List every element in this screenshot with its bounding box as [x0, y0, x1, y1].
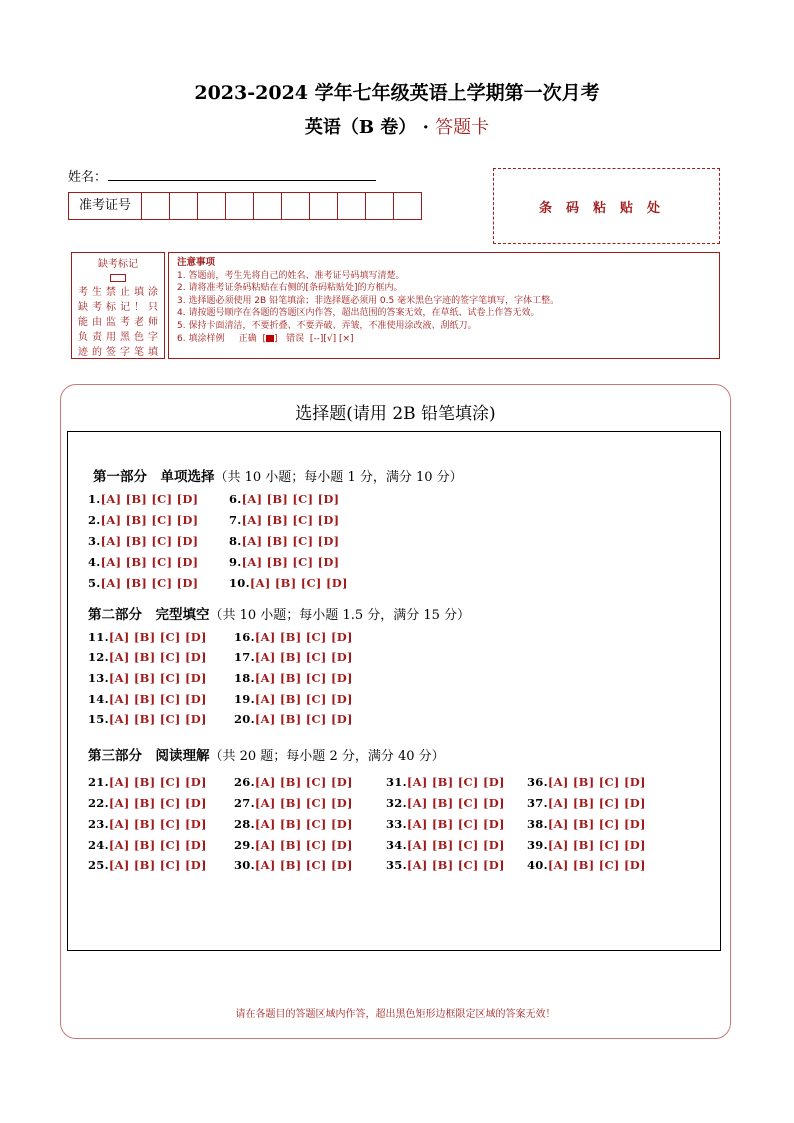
question-number: 22.	[88, 796, 109, 810]
question-32	[386, 796, 505, 810]
question-number: 17.	[234, 650, 255, 664]
wrong-marks: [--][√] [×]	[309, 333, 354, 344]
question-19	[234, 692, 353, 706]
question-number: 19.	[234, 692, 255, 706]
question-36	[527, 775, 646, 789]
answer-options[interactable]: [A] [B] [C] [D]	[241, 492, 340, 506]
absent-checkbox[interactable]	[110, 274, 126, 282]
answer-options[interactable]: [A] [B] [C] [D]	[406, 858, 505, 872]
answer-options[interactable]: [A] [B] [C] [D]	[249, 576, 348, 590]
question-38	[527, 817, 646, 831]
subtitle-tail: 答题卡	[435, 117, 490, 138]
question-27	[234, 796, 353, 810]
question-number: 10.	[229, 576, 250, 590]
question-number: 34.	[386, 838, 407, 852]
question-6	[229, 492, 339, 506]
question-number: 28.	[234, 817, 255, 831]
name-field[interactable]	[108, 180, 376, 181]
question-number: 18.	[234, 671, 255, 685]
answer-options[interactable]: [A] [B] [C] [D]	[254, 712, 353, 726]
section-2-rule: （共 10 小题；每小题 1.5 分，满分 15 分）	[209, 608, 471, 623]
answer-options[interactable]: [A] [B] [C] [D]	[254, 650, 353, 664]
question-number: 29.	[234, 838, 255, 852]
filled-mark-icon	[266, 335, 274, 342]
name-label: 姓名：	[68, 170, 108, 185]
exam-id-cell[interactable]	[338, 193, 366, 219]
exam-id-label: 准考证号	[69, 193, 142, 219]
question-13	[88, 671, 207, 685]
exam-id-cell[interactable]	[254, 193, 282, 219]
answer-options[interactable]: [A] [B] [C] [D]	[108, 858, 207, 872]
section-3-heading: 第三部分 阅读理解	[88, 748, 210, 764]
wrong-label: 错误	[286, 333, 305, 344]
choice-section-title: 选择题(请用 2B 铅笔填涂)	[295, 404, 496, 424]
question-5	[88, 576, 198, 590]
question-31	[386, 775, 505, 789]
answer-options[interactable]: [A] [B] [C] [D]	[406, 838, 505, 852]
exam-id-cell[interactable]	[366, 193, 394, 219]
question-8	[229, 534, 339, 548]
question-number: 33.	[386, 817, 407, 831]
question-number: 3.	[88, 534, 101, 548]
question-40	[527, 858, 646, 872]
sample-label: 6. 填涂样例	[177, 333, 225, 344]
question-number: 9.	[229, 555, 242, 569]
exam-id-cell[interactable]	[170, 193, 198, 219]
question-16	[234, 630, 353, 644]
notes-item: 5. 保持卡面清洁，不要折叠、不要弄破、弄皱，不准使用涂改液、刮纸刀。	[177, 320, 477, 331]
subtitle-dot: ·	[422, 117, 429, 138]
question-number: 30.	[234, 858, 255, 872]
answer-area	[67, 431, 721, 951]
question-number: 8.	[229, 534, 242, 548]
question-number: 37.	[527, 796, 548, 810]
answer-options[interactable]: [A] [B] [C] [D]	[254, 796, 353, 810]
question-21	[88, 775, 207, 789]
question-33	[386, 817, 505, 831]
section-heading	[93, 465, 463, 485]
question-number: 1.	[88, 492, 101, 506]
answer-options[interactable]: [A] [B] [C] [D]	[100, 513, 199, 527]
question-18	[234, 671, 353, 685]
correct-label: 正确	[238, 333, 257, 344]
question-number: 38.	[527, 817, 548, 831]
answer-options[interactable]: [A] [B] [C] [D]	[100, 492, 199, 506]
section-heading	[88, 603, 470, 623]
answer-options[interactable]: [A] [B] [C] [D]	[100, 555, 199, 569]
exam-id-cell[interactable]	[142, 193, 170, 219]
page-title: 2023-2024 学年七年级英语上学期第一次月考	[194, 82, 600, 104]
question-number: 20.	[234, 712, 255, 726]
absent-desc-line: 缺考标记！只	[78, 302, 158, 313]
question-number: 26.	[234, 775, 255, 789]
question-number: 23.	[88, 817, 109, 831]
question-number: 13.	[88, 671, 109, 685]
question-number: 21.	[88, 775, 109, 789]
question-number: 5.	[88, 576, 101, 590]
question-28	[234, 817, 353, 831]
answer-options[interactable]: [A] [B] [C] [D]	[108, 712, 207, 726]
answer-options[interactable]: [A] [B] [C] [D]	[108, 775, 207, 789]
absent-desc-line: 迹的签字笔填	[78, 347, 158, 358]
section-3-rule: （共 20 题；每小题 2 分，满分 40 分）	[209, 749, 445, 764]
question-1	[88, 492, 198, 506]
answer-options[interactable]: [A] [B] [C] [D]	[100, 534, 199, 548]
exam-id-table	[68, 192, 422, 220]
exam-id-cell[interactable]	[310, 193, 338, 219]
footer-warning: 请在各题目的答题区域内作答，超出黑色矩形边框限定区域的答案无效！	[235, 1009, 556, 1020]
section-1-rule: （共 10 小题；每小题 1 分，满分 10 分）	[214, 470, 463, 485]
question-30	[234, 858, 353, 872]
answer-options[interactable]: [A] [B] [C] [D]	[241, 555, 340, 569]
answer-options[interactable]: [A] [B] [C] [D]	[254, 817, 353, 831]
question-7	[229, 513, 339, 527]
answer-options[interactable]: [A] [B] [C] [D]	[108, 838, 207, 852]
answer-options[interactable]: [A] [B] [C] [D]	[547, 838, 646, 852]
answer-options[interactable]: [A] [B] [C] [D]	[547, 817, 646, 831]
barcode-area: 条码粘贴处	[493, 168, 720, 244]
answer-options[interactable]: [A] [B] [C] [D]	[254, 671, 353, 685]
exam-id-cell[interactable]	[198, 193, 226, 219]
question-37	[527, 796, 646, 810]
exam-id-cell[interactable]	[226, 193, 254, 219]
question-number: 15.	[88, 712, 109, 726]
notes-item: 4. 请按题号顺序在各题的答题区内作答，超出范围的答案无效，在草纸、试卷上作答无效。	[177, 308, 540, 319]
question-14	[88, 692, 207, 706]
question-number: 2.	[88, 513, 101, 527]
question-15	[88, 712, 207, 726]
question-number: 25.	[88, 858, 109, 872]
answer-options[interactable]: [A] [B] [C] [D]	[406, 796, 505, 810]
answer-options[interactable]: [A] [B] [C] [D]	[254, 775, 353, 789]
answer-options[interactable]: [A] [B] [C] [D]	[547, 775, 646, 789]
absent-desc-line: 考生禁止填涂	[78, 287, 158, 298]
answer-options[interactable]: [A] [B] [C] [D]	[108, 671, 207, 685]
answer-options[interactable]: [A] [B] [C] [D]	[108, 817, 207, 831]
answer-options[interactable]: [A] [B] [C] [D]	[108, 692, 207, 706]
question-number: 32.	[386, 796, 407, 810]
question-number: 31.	[386, 775, 407, 789]
question-number: 36.	[527, 775, 548, 789]
notes-item: 2. 请将准考证条码粘贴在右侧的[条码粘贴处]的方框内。	[177, 283, 403, 294]
answer-options[interactable]: [A] [B] [C] [D]	[241, 534, 340, 548]
question-number: 11.	[88, 630, 109, 644]
question-25	[88, 858, 207, 872]
question-number: 27.	[234, 796, 255, 810]
notes-title: 注意事项	[177, 257, 216, 268]
answer-options[interactable]: [A] [B] [C] [D]	[254, 692, 353, 706]
notes-item: 3. 选择题必须使用 2B 铅笔填涂；非选择题必须用 0.5 毫米黑色字迹的签字笔填写，字体工整。	[177, 295, 560, 306]
question-number: 12.	[88, 650, 109, 664]
question-number: 6.	[229, 492, 242, 506]
question-10	[229, 576, 348, 590]
page-subtitle	[0, 113, 794, 139]
answer-options[interactable]: [A] [B] [C] [D]	[108, 630, 207, 644]
question-34	[386, 838, 505, 852]
answer-options[interactable]: [A] [B] [C] [D]	[254, 838, 353, 852]
answer-options[interactable]: [A] [B] [C] [D]	[108, 650, 207, 664]
question-26	[234, 775, 353, 789]
question-29	[234, 838, 353, 852]
question-24	[88, 838, 207, 852]
answer-options[interactable]: [A] [B] [C] [D]	[254, 858, 353, 872]
answer-options[interactable]: [A] [B] [C] [D]	[547, 858, 646, 872]
answer-options[interactable]: [A] [B] [C] [D]	[254, 630, 353, 644]
absent-mark-box	[71, 252, 165, 359]
question-23	[88, 817, 207, 831]
section-2-heading: 第二部分 完型填空	[88, 607, 210, 623]
notes-sample: 6. 填涂样例 正确 [ ] 错误 [--][√] [×]	[177, 333, 354, 344]
section-1-heading: 第一部分 单项选择	[93, 469, 215, 485]
question-22	[88, 796, 207, 810]
question-17	[234, 650, 353, 664]
section-heading	[88, 744, 445, 764]
notes-box	[168, 252, 720, 359]
absent-title: 缺考标记	[98, 259, 138, 270]
question-9	[229, 555, 339, 569]
question-4	[88, 555, 198, 569]
absent-desc-line: 负责用黑色字	[78, 332, 158, 343]
exam-id-cell[interactable]	[394, 193, 421, 219]
question-2	[88, 513, 198, 527]
answer-options[interactable]: [A] [B] [C] [D]	[547, 796, 646, 810]
question-number: 4.	[88, 555, 101, 569]
absent-desc-line: 能由监考老师	[78, 317, 158, 328]
question-number: 7.	[229, 513, 242, 527]
answer-options[interactable]: [A] [B] [C] [D]	[100, 576, 199, 590]
question-number: 40.	[527, 858, 548, 872]
exam-id-cell[interactable]	[282, 193, 310, 219]
answer-options[interactable]: [A] [B] [C] [D]	[241, 513, 340, 527]
answer-options[interactable]: [A] [B] [C] [D]	[406, 775, 505, 789]
subtitle-main: 英语（B 卷）	[304, 117, 417, 138]
notes-item: 1. 答题前，考生先将自己的姓名、准考证号码填写清楚。	[177, 270, 405, 281]
answer-options[interactable]: [A] [B] [C] [D]	[108, 796, 207, 810]
question-number: 14.	[88, 692, 109, 706]
question-number: 39.	[527, 838, 548, 852]
question-20	[234, 712, 353, 726]
question-number: 24.	[88, 838, 109, 852]
question-number: 16.	[234, 630, 255, 644]
question-number: 35.	[386, 858, 407, 872]
question-12	[88, 650, 207, 664]
question-35	[386, 858, 505, 872]
question-3	[88, 534, 198, 548]
question-11	[88, 630, 207, 644]
answer-options[interactable]: [A] [B] [C] [D]	[406, 817, 505, 831]
question-39	[527, 838, 646, 852]
